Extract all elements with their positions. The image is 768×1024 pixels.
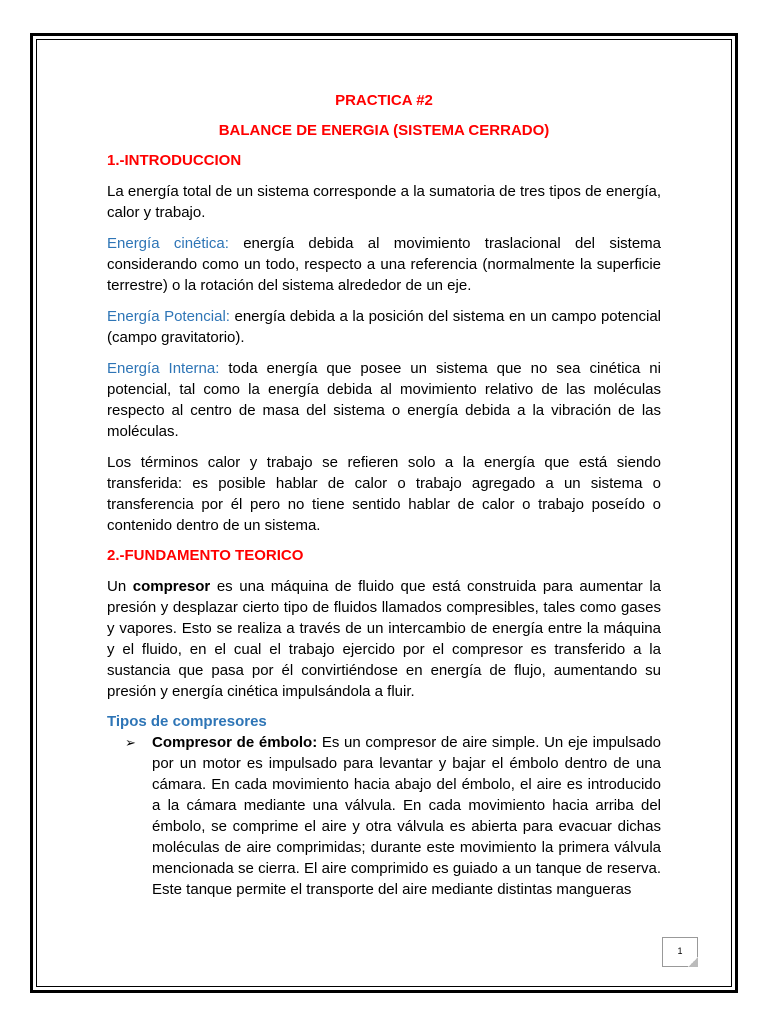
page-number-value: 1 [677,946,683,956]
piston-compressor-text: Es un compresor de aire simple. Un eje impulsado por un motor es impulsado para levantar y bajar el émbolo dentro de una cámara. En cada movimiento hacia abajo del émbolo, el aire es introducido a la cámara mediante una válvula. En cada movimiento hacia arriba del émbolo, se comprime el aire y otra válvula es abierta para evacuar dichas moléculas de aire comprimidas; durante este movimiento la primera válvula mencionada se cierra. El aire comprimido es guiado a un tanque de reserva. Este tanque permite el transporte del aire mediante distintas mangueras [152,734,661,898]
potential-energy-paragraph [107,306,661,348]
list-item [107,732,661,900]
document-body [107,90,661,900]
compressor-intro-text: Un [107,578,133,595]
potential-energy-text: energía debida a la posición del sistema en un campo potencial (campo gravitatorio). [107,308,661,346]
compressor-types-list [107,732,661,900]
theory-heading: 2.-FUNDAMENTO TEORICO [107,547,304,564]
compressor-types-heading: Tipos de compresores [107,713,267,730]
internal-energy-text: toda energía que posee un sistema que no sea cinética ni potencial, tal como la energía debida al movimiento relativo de las moléculas respecto al centro de masa del sistema o energía debida a la vibración de las moléculas. [107,360,661,440]
arrow-bullet-icon: ➢ [125,735,136,750]
document-subtitle: BALANCE DE ENERGIA (SISTEMA CERRADO) [218,122,550,139]
internal-energy-term: Energía Interna: [107,360,220,377]
kinetic-energy-paragraph [107,233,661,296]
internal-energy-paragraph [107,358,661,442]
kinetic-energy-text: energía debida al movimiento traslacional del sistema considerando como un todo, respecto a una referencia (normalmente la superficie terrestre) o la rotación del sistema alrededor de un eje. [107,235,661,294]
page-curl-icon [688,957,698,967]
intro-paragraph: La energía total de un sistema corresponde a la sumatoria de tres tipos de energía, calor y trabajo. [107,183,661,221]
intro-heading: 1.-INTRODUCCION [107,152,242,169]
potential-energy-term: Energía Potencial: [107,308,230,325]
compressor-text: es una máquina de fluido que está construida para aumentar la presión y desplazar cierto tipo de fluidos llamados compresibles, tales como gases y vapores. Esto se realiza a través de un intercambio de energía entre la máquina y el fluido, en el cual el trabajo ejercido por el compresor es transferido a la sustancia que pasa por él convirtiéndose en energía de flujo, aumentando su presión y energía cinética impulsándola a fluir. [107,578,661,700]
compressor-paragraph [107,576,661,702]
heat-work-paragraph: Los términos calor y trabajo se refieren solo a la energía que está siendo transferida: es posible hablar de calor o trabajo agregado a un sistema o transferencia por él pero no tiene sentido hablar de calor o trabajo poseído o contenido dentro de un sistema. [107,454,661,534]
page-number [662,937,698,967]
kinetic-energy-term: Energía cinética: [107,235,229,252]
piston-compressor-term: Compresor de émbolo: [152,734,318,751]
compressor-term: compresor [132,578,211,595]
practice-title: PRACTICA #2 [335,92,433,109]
